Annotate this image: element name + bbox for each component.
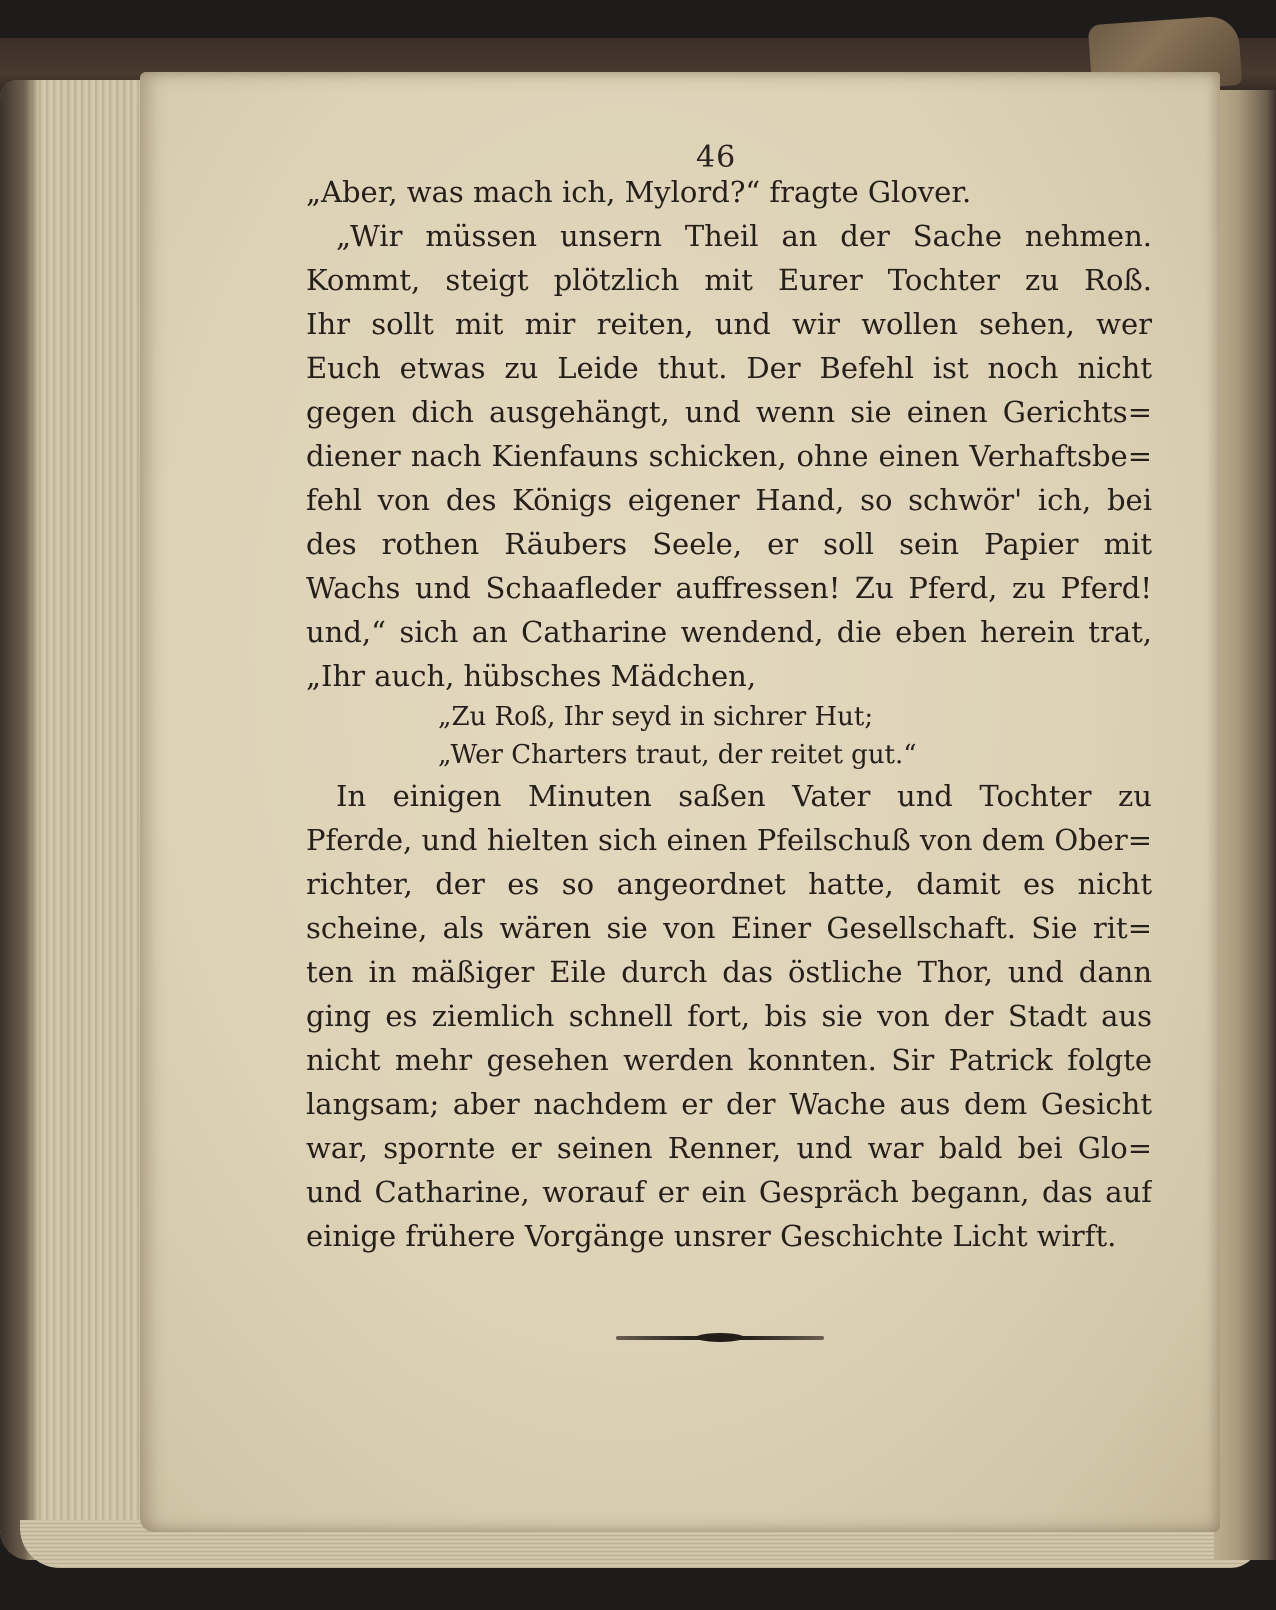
text-line: ging es ziemlich schnell fort, bis sie von der Stadt aus: [306, 999, 1152, 1033]
verse-line: „Zu Roß, Ihr seyd in sichrer Hut;: [438, 702, 874, 732]
text-line: scheine, als wären sie von Einer Gesellschaft. Sie rit=: [306, 911, 1152, 945]
text-line: einige frühere Vorgänge unsrer Geschichte Licht wirft.: [306, 1219, 1117, 1253]
text-line: war, spornte er seinen Renner, und war bald bei Glo=: [306, 1131, 1152, 1165]
text-line: diener nach Kienfauns schicken, ohne einen Verhaftsbe=: [306, 439, 1152, 473]
text-line: richter, der es so angeordnet hatte, damit es nicht: [306, 867, 1152, 901]
text-line: des rothen Räubers Seele, er soll sein Papier mit: [306, 527, 1152, 561]
text-line: und Catharine, worauf er ein Gespräch begann, das auf: [306, 1175, 1152, 1209]
text-line: Wachs und Schaafleder auffressen! Zu Pferd, zu Pferd!: [306, 571, 1152, 605]
text-line: nicht mehr gesehen werden konnten. Sir Patrick folgte: [306, 1043, 1152, 1077]
text-line: „Aber, was mach ich, Mylord?“ fragte Glover.: [306, 175, 972, 209]
binding-gutter-right: [1214, 90, 1276, 1560]
text-line: langsam; aber nachdem er der Wache aus dem Gesicht: [306, 1087, 1152, 1121]
text-line: In einigen Minuten saßen Vater und Tochter zu: [336, 779, 1152, 813]
text-line: gegen dich ausgehängt, und wenn sie einen Gerichts=: [306, 395, 1152, 429]
text-line: Ihr sollt mit mir reiten, und wir wollen sehen, wer: [306, 307, 1152, 341]
page-number: 46: [696, 140, 737, 175]
end-separator-ornament: [696, 1333, 744, 1342]
body-text: [306, 170, 1152, 1258]
page-stack-shadow: [0, 80, 40, 1560]
text-line: Kommt, steigt plötzlich mit Eurer Tochter zu Roß.: [306, 263, 1152, 297]
text-line: und,“ sich an Catharine wendend, die eben herein trat,: [306, 615, 1152, 649]
text-line: „Ihr auch, hübsches Mädchen,: [306, 659, 757, 693]
text-line: ten in mäßiger Eile durch das östliche Thor, und dann: [306, 955, 1152, 989]
text-line: Pferde, und hielten sich einen Pfeilschuß von dem Ober=: [306, 823, 1152, 857]
text-line: fehl von des Königs eigener Hand, so schwör' ich, bei: [306, 483, 1152, 517]
verse-line: „Wer Charters traut, der reitet gut.“: [438, 740, 917, 770]
text-line: „Wir müssen unsern Theil an der Sache nehmen.: [336, 219, 1152, 253]
text-line: Euch etwas zu Leide thut. Der Befehl ist noch nicht: [306, 351, 1152, 385]
